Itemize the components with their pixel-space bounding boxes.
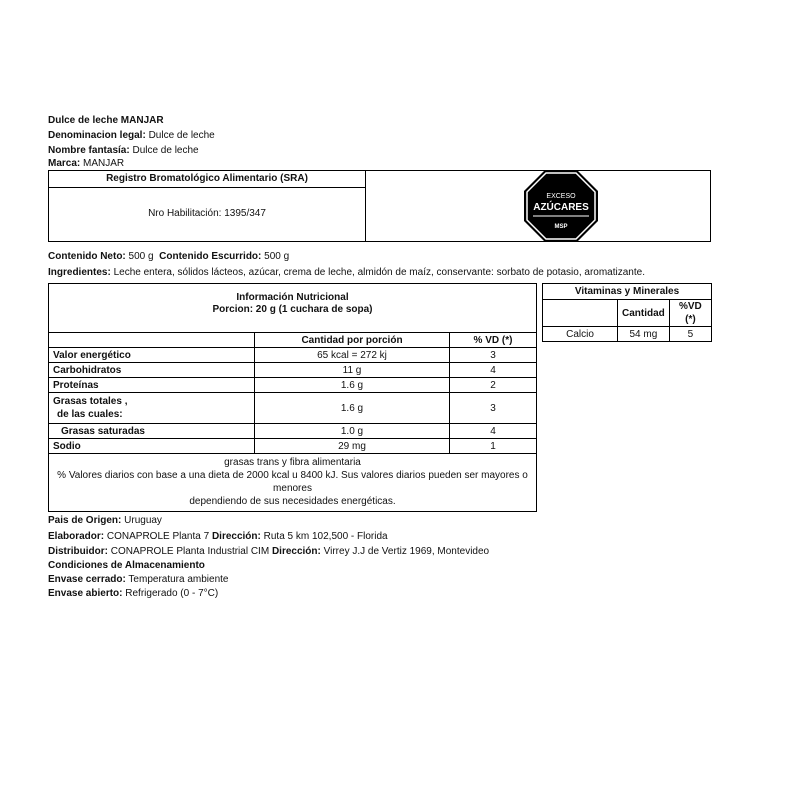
table-row — [49, 348, 537, 363]
table-row — [543, 327, 712, 342]
nutrient-name: Valor energético — [49, 348, 255, 363]
nutrient-vd: 4 — [450, 424, 537, 439]
registro-habilitacion: Nro Habilitación: 1395/347 — [148, 208, 266, 219]
nutrition-portion: Porcion: 20 g (1 cuchara de sopa) — [212, 304, 373, 315]
brand-line: Marca: MANJAR — [48, 158, 125, 169]
nutrient-qty: 1.6 g — [255, 393, 450, 424]
nutrition-col-qty: Cantidad por porción — [255, 333, 450, 348]
nutrition-col-empty — [49, 333, 255, 348]
nutrient-qty: 1.6 g — [255, 378, 450, 393]
nutrient-name-line2: de las cuales: — [57, 409, 123, 420]
nutrition-col-vd: % VD (*) — [450, 333, 537, 348]
registro-title: Registro Bromatológico Alimentario (SRA) — [49, 171, 365, 188]
table-row — [49, 393, 537, 424]
envase-abierto-line: Envase abierto: Refrigerado (0 - 7°C) — [48, 588, 219, 599]
nutrient-vd: 2 — [450, 378, 537, 393]
nutrient-qty: 29 mg — [255, 439, 450, 454]
nutrient-name: Proteínas — [49, 378, 255, 393]
nutrient-vd: 1 — [450, 439, 537, 454]
nutrient-vd: 3 — [450, 348, 537, 363]
table-row — [49, 439, 537, 454]
vitamins-title: Vitaminas y Minerales — [543, 284, 712, 300]
registro-panel — [49, 171, 366, 241]
nutrient-name: Grasas saturadas — [49, 424, 255, 439]
vitamins-title-row — [543, 284, 712, 300]
vitamins-col-qty: Cantidad — [618, 300, 670, 327]
nutrient-qty: 65 kcal = 272 kj — [255, 348, 450, 363]
nutrition-note-3: dependiendo de sus necesidades energéticas. — [189, 496, 396, 507]
seal-line2: AZÚCARES — [533, 202, 589, 213]
exceso-azucares-seal-icon — [523, 169, 599, 243]
vitamins-table — [542, 283, 712, 342]
elaborador-line: Elaborador: CONAPROLE Planta 7 Dirección: Ruta 5 km 102,500 - Florida — [48, 531, 388, 542]
table-row — [49, 363, 537, 378]
nutrition-note-1: grasas trans y fibra alimentaria — [224, 457, 361, 468]
nutrient-name — [49, 393, 255, 424]
nutrient-name: Sodio — [49, 439, 255, 454]
vitamins-header-row — [543, 300, 712, 327]
legal-name-line: Denominacion legal: Dulce de leche — [48, 130, 215, 141]
nutrient-vd: 4 — [450, 363, 537, 378]
vitamins-col-vd: %VD (*) — [669, 300, 711, 327]
nutrient-vd: 3 — [450, 393, 537, 424]
nutrition-header-row — [49, 284, 537, 333]
product-title: Dulce de leche MANJAR — [48, 115, 164, 126]
registro-box — [48, 170, 711, 242]
pais-line: Pais de Origen: Uruguay — [48, 515, 162, 526]
fantasy-name-line: Nombre fantasía: Dulce de leche — [48, 145, 199, 156]
nutrition-note-2: % Valores diarios con base a una dieta de 2000 kcal u 8400 kJ. Sus valores diarios pueden ser mayores o menores — [57, 470, 528, 494]
nutrient-qty: 1.0 g — [255, 424, 450, 439]
table-row — [49, 378, 537, 393]
nutrition-footnote-row — [49, 454, 537, 512]
envase-cerrado-line: Envase cerrado: Temperatura ambiente — [48, 574, 229, 585]
vitamin-vd: 5 — [669, 327, 711, 342]
contenido-line: Contenido Neto: 500 g Contenido Escurrido: 500 g — [48, 251, 290, 262]
distribuidor-line: Distribuidor: CONAPROLE Planta Industrial CIM Dirección: Virrey J.J de Vertiz 1969, Montevideo — [48, 546, 490, 557]
nutrient-name-line1: Grasas totales , — [53, 396, 128, 407]
ingredientes-line: Ingredientes: Leche entera, sólidos lácteos, azúcar, crema de leche, almidón de maíz, conservante: sorbato de potasio, aromatizante. — [48, 267, 645, 278]
nutrition-table — [48, 283, 537, 512]
nutrient-name: Carbohidratos — [49, 363, 255, 378]
nutrition-column-header-row — [49, 333, 537, 348]
table-row — [49, 424, 537, 439]
seal-line3: MSP — [554, 224, 568, 230]
nutrition-title: Información Nutricional — [236, 292, 349, 303]
vitamin-name: Calcio — [543, 327, 618, 342]
seal-line1: EXCESO — [546, 193, 576, 200]
condiciones-line: Condiciones de Almacenamiento — [48, 560, 205, 571]
vitamin-qty: 54 mg — [618, 327, 670, 342]
vitamins-col-empty — [543, 300, 618, 327]
nutrient-qty: 11 g — [255, 363, 450, 378]
